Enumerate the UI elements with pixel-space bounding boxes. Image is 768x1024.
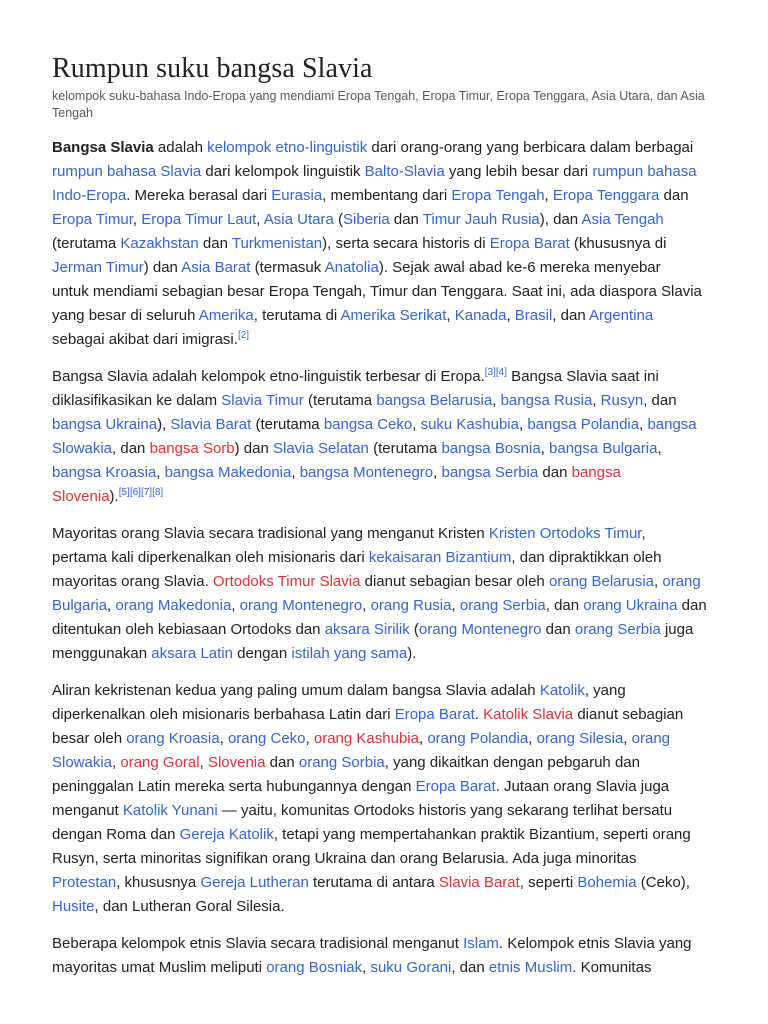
text-run: , bbox=[592, 392, 601, 409]
redlink[interactable]: bangsa Sorb bbox=[149, 440, 235, 457]
text-run: , bbox=[156, 464, 165, 481]
page-title: Rumpun suku bangsa Slavia bbox=[52, 53, 373, 84]
text-run: . Mereka berasal dari bbox=[126, 187, 272, 204]
text-line bbox=[52, 703, 716, 727]
text-run: terutama di antara bbox=[308, 874, 439, 891]
citation-link[interactable]: [5] bbox=[118, 487, 130, 498]
redlink[interactable]: bangsa bbox=[571, 464, 621, 481]
text-run: ), serta secara historis di bbox=[322, 235, 490, 252]
text-line bbox=[52, 136, 716, 160]
text-line bbox=[52, 365, 716, 389]
text-line bbox=[52, 871, 716, 895]
paragraph-5 bbox=[52, 932, 716, 980]
wiki-link[interactable]: kelompok etno-linguistik bbox=[207, 139, 368, 156]
wiki-link[interactable]: Argentina bbox=[589, 307, 654, 324]
text-line bbox=[52, 618, 716, 642]
citation-sup bbox=[130, 487, 141, 498]
text-run: (terutama bbox=[368, 440, 442, 457]
wiki-link[interactable]: Slowakia bbox=[52, 440, 113, 457]
wiki-link[interactable]: orang Sorbia bbox=[298, 754, 385, 771]
text-line bbox=[52, 956, 716, 980]
text-run: , bbox=[657, 440, 662, 457]
text-line bbox=[52, 485, 716, 509]
text-run: — yaitu, komunitas Ortodoks historis yang sekarang terlihat bersatu bbox=[217, 802, 673, 819]
text-run: dari kelompok linguistik bbox=[201, 163, 365, 180]
wiki-link[interactable]: Asia Tengah bbox=[581, 211, 664, 228]
text-run: ( bbox=[409, 621, 419, 638]
text-run: . Jutaan orang Slavia juga bbox=[495, 778, 670, 795]
text-run: , bbox=[231, 597, 240, 614]
wiki-link[interactable]: bangsa Bulgaria bbox=[549, 440, 658, 457]
wiki-link[interactable]: suku Kashubia bbox=[420, 416, 519, 433]
text-run: ). Sejak awal abad ke-6 mereka menyebar bbox=[378, 259, 661, 276]
text-run: dan bbox=[541, 621, 575, 638]
wiki-link[interactable]: Husite bbox=[52, 898, 95, 915]
wiki-link[interactable]: Eropa Barat bbox=[489, 235, 570, 252]
wiki-link[interactable]: Turkmenistan bbox=[231, 235, 323, 252]
text-run: , bbox=[506, 307, 515, 324]
wiki-link[interactable]: bangsa Rusia bbox=[500, 392, 593, 409]
wiki-link[interactable]: Eropa Barat bbox=[394, 706, 475, 723]
text-line bbox=[52, 304, 716, 328]
wiki-link[interactable]: Asia Barat bbox=[181, 259, 251, 276]
text-run: Bangsa Slavia saat ini bbox=[507, 368, 659, 385]
text-line bbox=[52, 328, 716, 352]
text-run: , bbox=[540, 440, 550, 457]
text-run: adalah bbox=[153, 139, 208, 156]
text-run: , dan bbox=[112, 440, 150, 457]
text-run: (terutama bbox=[251, 416, 324, 433]
text-run: dan bbox=[538, 464, 572, 481]
redlink[interactable]: Katolik Slavia bbox=[483, 706, 574, 723]
text-run: dengan bbox=[232, 645, 292, 662]
wiki-link[interactable]: orang Serbia bbox=[459, 597, 546, 614]
text-line bbox=[52, 775, 716, 799]
paragraph-1 bbox=[52, 136, 716, 352]
citation-sup bbox=[119, 487, 130, 498]
text-run: . Kelompok etnis Slavia yang bbox=[498, 935, 692, 952]
citation-link[interactable]: [2] bbox=[237, 330, 250, 341]
redlink[interactable]: orang Goral bbox=[120, 754, 200, 771]
wiki-link[interactable]: bangsa Ukraina bbox=[52, 416, 158, 433]
wiki-link[interactable]: istilah yang sama bbox=[291, 645, 408, 662]
text-run: dari orang-orang yang berbicara dalam berbagai bbox=[367, 139, 694, 156]
text-run: , bbox=[641, 525, 646, 542]
wiki-link[interactable]: Kanada bbox=[454, 307, 507, 324]
text-run: ditentukan oleh kebiasaan Ortodoks dan bbox=[52, 621, 325, 638]
text-run: Bangsa Slavia adalah kelompok etno-linguistik terbesar di Eropa. bbox=[52, 368, 485, 385]
text-run: , dan Lutheran Goral Silesia. bbox=[94, 898, 285, 915]
wiki-link[interactable]: orang Montenegro bbox=[418, 621, 542, 638]
text-run: , membentang dari bbox=[322, 187, 452, 204]
redlink[interactable]: Ortodoks Timur Slavia bbox=[212, 573, 361, 590]
text-run: untuk mendiami sebagian besar Eropa Tengah, Timur dan Tenggara. Saat ini, ada diaspora Slavia bbox=[52, 283, 702, 300]
text-run: diklasifikasikan ke dalam bbox=[52, 392, 222, 409]
redlink[interactable]: Slavia Barat bbox=[438, 874, 520, 891]
wiki-link[interactable]: Asia Utara bbox=[263, 211, 334, 228]
wiki-link[interactable]: kekaisaran Bizantium bbox=[368, 549, 512, 566]
text-run: , khususnya bbox=[116, 874, 201, 891]
text-run: ), bbox=[157, 416, 171, 433]
redlink[interactable]: orang Kashubia bbox=[313, 730, 419, 747]
wiki-link[interactable]: orang bbox=[662, 573, 701, 590]
citation-sup bbox=[485, 367, 496, 378]
text-run: , bbox=[132, 211, 142, 228]
citation-sup bbox=[496, 367, 507, 378]
text-run: , dan bbox=[451, 959, 489, 976]
text-line bbox=[52, 413, 716, 437]
paragraph-4 bbox=[52, 679, 716, 919]
wiki-link[interactable]: Indo-Eropa bbox=[52, 187, 127, 204]
text-run: dianut sebagian bbox=[573, 706, 684, 723]
citation-sup bbox=[152, 487, 163, 498]
text-line bbox=[52, 679, 716, 703]
text-line bbox=[52, 184, 716, 208]
text-run: (khususnya di bbox=[569, 235, 667, 252]
text-run: , tetapi yang mempertahankan praktik Bizantium, seperti orang bbox=[273, 826, 691, 843]
text-run: mayoritas umat Muslim meliputi bbox=[52, 959, 267, 976]
wiki-link[interactable]: Jerman Timur bbox=[52, 259, 144, 276]
wiki-link[interactable]: bangsa Serbia bbox=[441, 464, 539, 481]
wiki-link[interactable]: Slavia Barat bbox=[170, 416, 252, 433]
text-run: , bbox=[199, 754, 208, 771]
wiki-link[interactable]: rumpun bahasa Slavia bbox=[52, 163, 202, 180]
wiki-link[interactable]: orang Ceko bbox=[227, 730, 306, 747]
text-run: dan bbox=[659, 187, 689, 204]
text-line bbox=[52, 437, 716, 461]
text-run: ( bbox=[333, 211, 343, 228]
text-run: , dan bbox=[552, 307, 589, 324]
paragraph-2 bbox=[52, 365, 716, 509]
wiki-link[interactable]: Katolik bbox=[539, 682, 585, 699]
text-run: , dan bbox=[643, 392, 677, 409]
text-run: ), dan bbox=[539, 211, 582, 228]
wiki-link[interactable]: bangsa Belarusia bbox=[376, 392, 493, 409]
wiki-link[interactable]: Katolik Yunani bbox=[122, 802, 218, 819]
text-run: , bbox=[492, 392, 501, 409]
text-run: peninggalan Latin mereka serta hubungannya dengan bbox=[52, 778, 416, 795]
text-line bbox=[52, 594, 716, 618]
text-run: , bbox=[623, 730, 632, 747]
wiki-link[interactable]: Amerika Serikat bbox=[340, 307, 447, 324]
text-run: . Komunitas bbox=[572, 959, 652, 976]
bold-term: Bangsa Slavia bbox=[52, 139, 154, 156]
text-run: Rusyn, serta minoritas signifikan orang Ukraina dan orang Belarusia. Ada juga minoritas bbox=[52, 850, 637, 867]
wiki-link[interactable]: Eropa Barat bbox=[415, 778, 496, 795]
wiki-link[interactable]: bangsa Makedonia bbox=[164, 464, 292, 481]
text-run: ) dan bbox=[234, 440, 273, 457]
text-run: , bbox=[544, 187, 553, 204]
wiki-link[interactable]: Protestan bbox=[52, 874, 117, 891]
wiki-link[interactable]: orang Silesia bbox=[536, 730, 624, 747]
wiki-link[interactable]: Amerika bbox=[198, 307, 254, 324]
text-run: dianut sebagian besar oleh bbox=[360, 573, 549, 590]
wiki-link[interactable]: Balto-Slavia bbox=[364, 163, 445, 180]
text-run: , bbox=[305, 730, 314, 747]
wiki-link[interactable]: Siberia bbox=[343, 211, 390, 228]
text-run: (terutama bbox=[52, 235, 121, 252]
page-subtitle: kelompok suku-bahasa Indo-Eropa yang mendiami Eropa Tengah, Eropa Timur, Eropa Tenggara, Asia Utara, dan Asia Tengah bbox=[52, 89, 705, 120]
text-run: pertama kali diperkenalkan oleh misionaris dari bbox=[52, 549, 369, 566]
text-line bbox=[52, 727, 716, 751]
wiki-link[interactable]: orang Serbia bbox=[574, 621, 661, 638]
text-run: , bbox=[219, 730, 228, 747]
citation-link[interactable]: [8] bbox=[152, 487, 164, 498]
text-run: , seperti bbox=[519, 874, 578, 891]
text-line bbox=[52, 232, 716, 256]
text-line bbox=[52, 823, 716, 847]
text-run: , bbox=[112, 754, 121, 771]
citation-sup bbox=[141, 487, 152, 498]
text-line bbox=[52, 799, 716, 823]
text-run: (terutama bbox=[303, 392, 377, 409]
wiki-link[interactable]: Kristen Ortodoks Timur bbox=[488, 525, 642, 542]
citation-link[interactable]: [6] bbox=[129, 487, 141, 498]
redlink[interactable]: Slovenia bbox=[52, 488, 110, 505]
text-line bbox=[52, 208, 716, 232]
text-run: Aliran kekristenan kedua yang paling umum dalam bangsa Slavia adalah bbox=[52, 682, 540, 699]
text-line bbox=[52, 546, 716, 570]
text-run: , dan bbox=[545, 597, 584, 614]
wiki-link[interactable]: Slavia Selatan bbox=[273, 440, 369, 457]
text-run: diperkenalkan oleh misionaris berbahasa Latin dari bbox=[52, 706, 395, 723]
text-run: , bbox=[418, 730, 428, 747]
wiki-link[interactable]: orang Montenegro bbox=[239, 597, 363, 614]
wiki-link[interactable]: bangsa Ceko bbox=[323, 416, 413, 433]
wiki-link[interactable]: Timur Jauh Rusia bbox=[422, 211, 540, 228]
wiki-link[interactable]: orang Ukraina bbox=[583, 597, 678, 614]
text-run: yang besar di seluruh bbox=[52, 307, 199, 324]
citation-link[interactable]: [7] bbox=[140, 487, 153, 498]
text-run: , bbox=[446, 307, 455, 324]
wiki-link[interactable]: orang Kroasia bbox=[126, 730, 220, 747]
text-line bbox=[52, 389, 716, 413]
text-line bbox=[52, 461, 716, 485]
wiki-link[interactable]: Eropa Timur bbox=[52, 211, 133, 228]
text-run: yang lebih besar dari bbox=[444, 163, 593, 180]
text-run: juga bbox=[660, 621, 694, 638]
wiki-link[interactable]: Gereja Katolik bbox=[179, 826, 274, 843]
wiki-link[interactable]: orang Polandia bbox=[427, 730, 529, 747]
text-run: , bbox=[412, 416, 421, 433]
text-run: dan bbox=[198, 235, 232, 252]
wiki-link[interactable]: rumpun bahasa bbox=[592, 163, 697, 180]
wiki-link[interactable]: Anatolia bbox=[324, 259, 379, 276]
text-run: ) dan bbox=[143, 259, 182, 276]
text-line bbox=[52, 570, 716, 594]
text-run: , bbox=[451, 597, 460, 614]
text-run: besar oleh bbox=[52, 730, 127, 747]
text-line bbox=[52, 280, 716, 304]
wiki-link[interactable]: aksara Latin bbox=[151, 645, 233, 662]
text-run: , bbox=[362, 959, 371, 976]
text-line bbox=[52, 895, 716, 919]
text-run: , dan dipraktikkan oleh bbox=[511, 549, 662, 566]
text-line bbox=[52, 160, 716, 184]
text-line bbox=[52, 932, 716, 956]
text-run: , bbox=[518, 416, 528, 433]
text-line bbox=[52, 751, 716, 775]
text-run: ). bbox=[407, 645, 417, 662]
text-line bbox=[52, 642, 716, 666]
text-run: , terutama di bbox=[253, 307, 341, 324]
text-run: (termasuk bbox=[250, 259, 325, 276]
paragraph-3 bbox=[52, 522, 716, 666]
text-run: dan bbox=[677, 597, 707, 614]
redlink[interactable]: Slovenia bbox=[207, 754, 266, 771]
wiki-link[interactable]: Slowakia bbox=[52, 754, 113, 771]
text-run: dan bbox=[265, 754, 299, 771]
wiki-link[interactable]: suku Gorani bbox=[370, 959, 452, 976]
wiki-link[interactable]: Bulgaria bbox=[52, 597, 108, 614]
wiki-link[interactable]: orang Belarusia bbox=[548, 573, 655, 590]
wiki-link[interactable]: orang bbox=[631, 730, 671, 747]
text-run: , bbox=[256, 211, 264, 228]
wiki-link[interactable]: Eropa Timur Laut bbox=[141, 211, 257, 228]
wiki-link[interactable]: bangsa Polandia bbox=[527, 416, 640, 433]
wiki-link[interactable]: Brasil bbox=[514, 307, 553, 324]
wiki-link[interactable]: etnis Muslim bbox=[488, 959, 573, 976]
text-run: , bbox=[639, 416, 648, 433]
text-run: , bbox=[362, 597, 371, 614]
citation-link[interactable]: [3] bbox=[484, 367, 496, 378]
wiki-link[interactable]: bangsa Montenegro bbox=[299, 464, 434, 481]
wiki-link[interactable]: bangsa Bosnia bbox=[441, 440, 541, 457]
text-run: menganut bbox=[52, 802, 123, 819]
wiki-link[interactable]: Eropa Tengah bbox=[451, 187, 545, 204]
text-run: , yang dikaitkan dengan pebgaruh dan bbox=[384, 754, 640, 771]
citation-link[interactable]: [4] bbox=[495, 367, 508, 378]
citation-sup bbox=[238, 330, 249, 341]
text-run: . bbox=[474, 706, 484, 723]
text-run: ). bbox=[109, 488, 119, 505]
wiki-link[interactable]: orang Bosniak bbox=[266, 959, 363, 976]
text-line bbox=[52, 256, 716, 280]
wiki-link[interactable]: Eropa Tenggara bbox=[552, 187, 660, 204]
wiki-link[interactable]: aksara Sirilik bbox=[324, 621, 410, 638]
text-run: (Ceko), bbox=[636, 874, 690, 891]
wiki-link[interactable]: bangsa Kroasia bbox=[52, 464, 157, 481]
text-run: , bbox=[654, 573, 663, 590]
wiki-link[interactable]: Kazakhstan bbox=[120, 235, 199, 252]
text-run: , bbox=[433, 464, 442, 481]
wiki-link[interactable]: Islam bbox=[463, 935, 499, 952]
text-run: Beberapa kelompok etnis Slavia secara tradisional menganut bbox=[52, 935, 464, 952]
wiki-link[interactable]: Bohemia bbox=[577, 874, 637, 891]
wiki-link[interactable]: orang Makedonia bbox=[115, 597, 232, 614]
text-run: , bbox=[291, 464, 300, 481]
wiki-link[interactable]: Eurasia bbox=[271, 187, 323, 204]
text-run: mayoritas orang Slavia. bbox=[52, 573, 213, 590]
text-run: dan bbox=[389, 211, 423, 228]
text-line bbox=[52, 522, 716, 546]
text-run: , bbox=[528, 730, 537, 747]
text-run: Mayoritas orang Slavia secara tradisional yang menganut Kristen bbox=[52, 525, 489, 542]
wiki-link[interactable]: Rusyn bbox=[600, 392, 644, 409]
text-run: , yang bbox=[584, 682, 626, 699]
text-run: sebagai akibat dari imigrasi. bbox=[52, 331, 238, 348]
text-run: , bbox=[107, 597, 116, 614]
wiki-link[interactable]: Slavia Timur bbox=[221, 392, 304, 409]
wiki-link[interactable]: bangsa bbox=[647, 416, 697, 433]
wiki-link[interactable]: orang Rusia bbox=[370, 597, 452, 614]
text-run: menggunakan bbox=[52, 645, 152, 662]
text-line bbox=[52, 847, 716, 871]
text-run: dengan Roma dan bbox=[52, 826, 180, 843]
wiki-link[interactable]: Gereja Lutheran bbox=[200, 874, 309, 891]
